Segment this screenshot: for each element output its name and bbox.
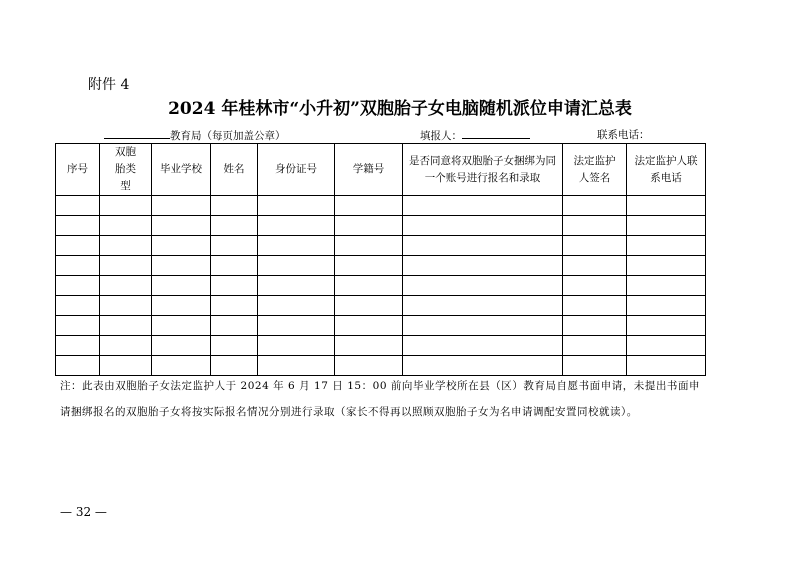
table-cell[interactable] <box>403 296 563 316</box>
header-cell <box>627 144 706 196</box>
table-cell[interactable] <box>335 196 403 216</box>
table-cell[interactable] <box>100 336 152 356</box>
table-cell[interactable] <box>335 256 403 276</box>
table-row <box>56 196 706 216</box>
header-guardian-signature: 法定监护人签名 <box>573 154 616 184</box>
bureau-line <box>104 127 286 143</box>
table-cell[interactable] <box>403 236 563 256</box>
filler-blank <box>462 127 530 139</box>
table-cell[interactable] <box>627 336 706 356</box>
table-cell[interactable] <box>56 196 100 216</box>
table-cell[interactable] <box>152 336 211 356</box>
header-cell <box>563 144 627 196</box>
table-row <box>56 236 706 256</box>
table-cell[interactable] <box>258 196 335 216</box>
table-cell[interactable] <box>563 336 627 356</box>
header-cell <box>56 144 100 196</box>
table-cell[interactable] <box>56 236 100 256</box>
table-cell[interactable] <box>152 296 211 316</box>
header-consent: 是否同意将双胞胎子女捆绑为同一个账号进行报名和录取 <box>409 154 556 184</box>
table-cell[interactable] <box>258 296 335 316</box>
table-cell[interactable] <box>100 296 152 316</box>
table-cell[interactable] <box>335 296 403 316</box>
header-cell <box>258 144 335 196</box>
table-row <box>56 316 706 336</box>
attachment-label: 附件 4 <box>88 77 130 93</box>
table-cell[interactable] <box>56 216 100 236</box>
header-student-number: 学籍号 <box>352 163 385 175</box>
table-cell[interactable] <box>211 196 258 216</box>
table-cell[interactable] <box>100 256 152 276</box>
table-cell[interactable] <box>627 236 706 256</box>
table-row <box>56 276 706 296</box>
table-cell[interactable] <box>403 276 563 296</box>
table-cell[interactable] <box>563 196 627 216</box>
table-cell[interactable] <box>152 316 211 336</box>
table-row <box>56 216 706 236</box>
table-cell[interactable] <box>100 196 152 216</box>
header-school: 毕业学校 <box>160 163 202 175</box>
table-cell[interactable] <box>211 316 258 336</box>
table-cell[interactable] <box>563 276 627 296</box>
table-cell[interactable] <box>563 296 627 316</box>
table-cell[interactable] <box>403 256 563 276</box>
table-cell[interactable] <box>152 196 211 216</box>
table-cell[interactable] <box>563 236 627 256</box>
header-cell <box>403 144 563 196</box>
contact-label: 联系电话： <box>597 129 650 141</box>
table-cell[interactable] <box>335 216 403 236</box>
table-cell[interactable] <box>211 216 258 236</box>
table-cell[interactable] <box>100 316 152 336</box>
table-cell[interactable] <box>56 296 100 316</box>
header-cell <box>152 144 211 196</box>
header-cell <box>211 144 258 196</box>
table-cell[interactable] <box>403 216 563 236</box>
table-cell[interactable] <box>335 336 403 356</box>
bureau-label: 教育局（每页加盖公章） <box>170 130 286 142</box>
table-cell[interactable] <box>211 236 258 256</box>
header-guardian-phone: 法定监护人联系电话 <box>634 154 698 184</box>
table-cell[interactable] <box>211 256 258 276</box>
header-cell <box>335 144 403 196</box>
table-cell[interactable] <box>100 216 152 236</box>
table-cell[interactable] <box>403 336 563 356</box>
table-cell[interactable] <box>335 316 403 336</box>
table-cell[interactable] <box>627 276 706 296</box>
page-number: — 32 — <box>60 505 107 519</box>
contact-line <box>597 127 650 142</box>
table-cell[interactable] <box>100 276 152 296</box>
header-name: 姓名 <box>223 163 245 175</box>
header-cell <box>100 144 152 196</box>
table-cell[interactable] <box>152 216 211 236</box>
table-cell[interactable] <box>563 216 627 236</box>
table-cell[interactable] <box>335 276 403 296</box>
table-cell[interactable] <box>211 296 258 316</box>
table-cell[interactable] <box>627 256 706 276</box>
summary-table <box>55 143 706 376</box>
table-row <box>56 336 706 356</box>
table-cell[interactable] <box>335 236 403 256</box>
header-serial: 序号 <box>67 163 88 175</box>
table-header-row <box>56 144 706 196</box>
table-cell[interactable] <box>56 316 100 336</box>
table-cell[interactable] <box>563 316 627 336</box>
table-cell[interactable] <box>258 276 335 296</box>
filler-label: 填报人： <box>420 130 462 142</box>
table-cell[interactable] <box>56 336 100 356</box>
filler-line <box>420 127 530 143</box>
table-cell[interactable] <box>211 276 258 296</box>
table-row <box>56 296 706 316</box>
table-cell[interactable] <box>152 256 211 276</box>
table-cell[interactable] <box>152 276 211 296</box>
bureau-blank <box>104 127 170 139</box>
table-cell[interactable] <box>627 196 706 216</box>
table-cell[interactable] <box>152 236 211 256</box>
table-cell[interactable] <box>258 256 335 276</box>
table-cell[interactable] <box>258 316 335 336</box>
table-cell[interactable] <box>258 236 335 256</box>
table-cell[interactable] <box>403 196 563 216</box>
table-cell[interactable] <box>627 216 706 236</box>
table-row <box>56 256 706 276</box>
table-cell[interactable] <box>627 296 706 316</box>
table-cell[interactable] <box>258 216 335 236</box>
table-cell[interactable] <box>563 256 627 276</box>
table-cell[interactable] <box>211 336 258 356</box>
table-body <box>56 196 706 376</box>
header-id-number: 身份证号 <box>275 163 317 175</box>
header-twin-type: 双胞胎类型 <box>115 146 136 192</box>
table-cell[interactable] <box>56 276 100 296</box>
table-cell[interactable] <box>100 236 152 256</box>
page-title: 2024 年桂林市“小升初”双胞胎子女电脑随机派位申请汇总表 <box>168 99 632 119</box>
table-cell[interactable] <box>627 316 706 336</box>
footnote: 注：此表由双胞胎子女法定监护人于 2024 年 6 月 17 日 15：00 前向毕业学校所在县（区）教育局自愿书面申请，未提出书面申请捆绑报名的双胞胎子女将按实际报名情况分别进行录取（家长不得再以照顾双胞胎子女为名申请调配安置同校就读）。 <box>60 380 700 418</box>
table-cell[interactable] <box>258 336 335 356</box>
table-cell[interactable] <box>56 256 100 276</box>
table-cell[interactable] <box>403 316 563 336</box>
